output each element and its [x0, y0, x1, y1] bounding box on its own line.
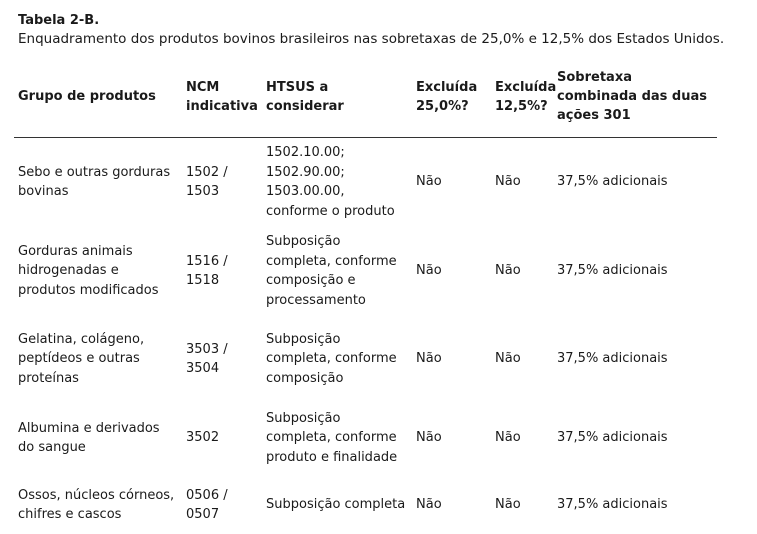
- cell-excluida-12-5: Não: [495, 351, 521, 367]
- cell-sobretaxa: 37,5% adicionais: [557, 263, 668, 279]
- cell-htsus: Subposição completa, conforme composição: [266, 331, 397, 386]
- cell-excluida-25: Não: [416, 497, 442, 513]
- cell-excluida-12-5: Não: [495, 263, 521, 279]
- table-row: [14, 318, 717, 400]
- cell-grupo: Sebo e outras gorduras bovinas: [18, 164, 171, 199]
- header-grupo: Grupo de produtos: [14, 60, 182, 138]
- cell-ncm: 3503 / 3504: [186, 341, 228, 376]
- table-row: [14, 224, 717, 318]
- header-htsus: HTSUS a considerar: [262, 60, 412, 138]
- table-row: [14, 400, 717, 476]
- tariff-table: [14, 60, 717, 534]
- cell-ncm: 1502 / 1503: [186, 164, 228, 199]
- cell-grupo: Gorduras animais hidrogenadas e produtos modificados: [18, 243, 159, 298]
- cell-ncm: 3502: [186, 430, 220, 446]
- cell-htsus: 1502.10.00; 1502.90.00; 1503.00.00, conforme o produto: [266, 145, 395, 219]
- cell-sobretaxa: 37,5% adicionais: [557, 497, 668, 513]
- cell-sobretaxa: 37,5% adicionais: [557, 174, 668, 190]
- cell-excluida-25: Não: [416, 263, 442, 279]
- cell-htsus: Subposição completa: [266, 497, 406, 513]
- header-excluida-25: Excluída 25,0%?: [412, 60, 491, 138]
- table-caption: [18, 12, 748, 48]
- table-subtitle: Enquadramento dos produtos bovinos brasileiros nas sobretaxas de 25,0% e 12,5% dos Estados Unidos.: [18, 31, 725, 47]
- cell-grupo: Albumina e derivados do sangue: [18, 420, 160, 455]
- cell-grupo: Ossos, núcleos córneos, chifres e cascos: [18, 487, 175, 522]
- table-row: [14, 138, 717, 225]
- cell-excluida-25: Não: [416, 351, 442, 367]
- cell-excluida-25: Não: [416, 174, 442, 190]
- cell-htsus: Subposição completa, conforme produto e finalidade: [266, 410, 398, 465]
- cell-ncm: 1516 / 1518: [186, 253, 228, 288]
- cell-excluida-25: Não: [416, 430, 442, 446]
- cell-ncm: 0506 / 0507: [186, 487, 228, 522]
- table-title: Tabela 2-B.: [18, 13, 100, 28]
- header-sobretaxa: Sobretaxa combinada das duas ações 301: [553, 60, 717, 138]
- table-row: [14, 476, 717, 534]
- table-header-row: [14, 60, 717, 138]
- cell-sobretaxa: 37,5% adicionais: [557, 430, 668, 446]
- cell-htsus: Subposição completa, conforme composição e processamento: [266, 234, 397, 308]
- header-excluida-12-5: Excluída 12,5%?: [491, 60, 553, 138]
- cell-excluida-12-5: Não: [495, 430, 521, 446]
- cell-excluida-12-5: Não: [495, 497, 521, 513]
- cell-excluida-12-5: Não: [495, 174, 521, 190]
- cell-grupo: Gelatina, colágeno, peptídeos e outras proteínas: [18, 331, 145, 386]
- cell-sobretaxa: 37,5% adicionais: [557, 351, 668, 367]
- header-ncm: NCM indicativa: [182, 60, 262, 138]
